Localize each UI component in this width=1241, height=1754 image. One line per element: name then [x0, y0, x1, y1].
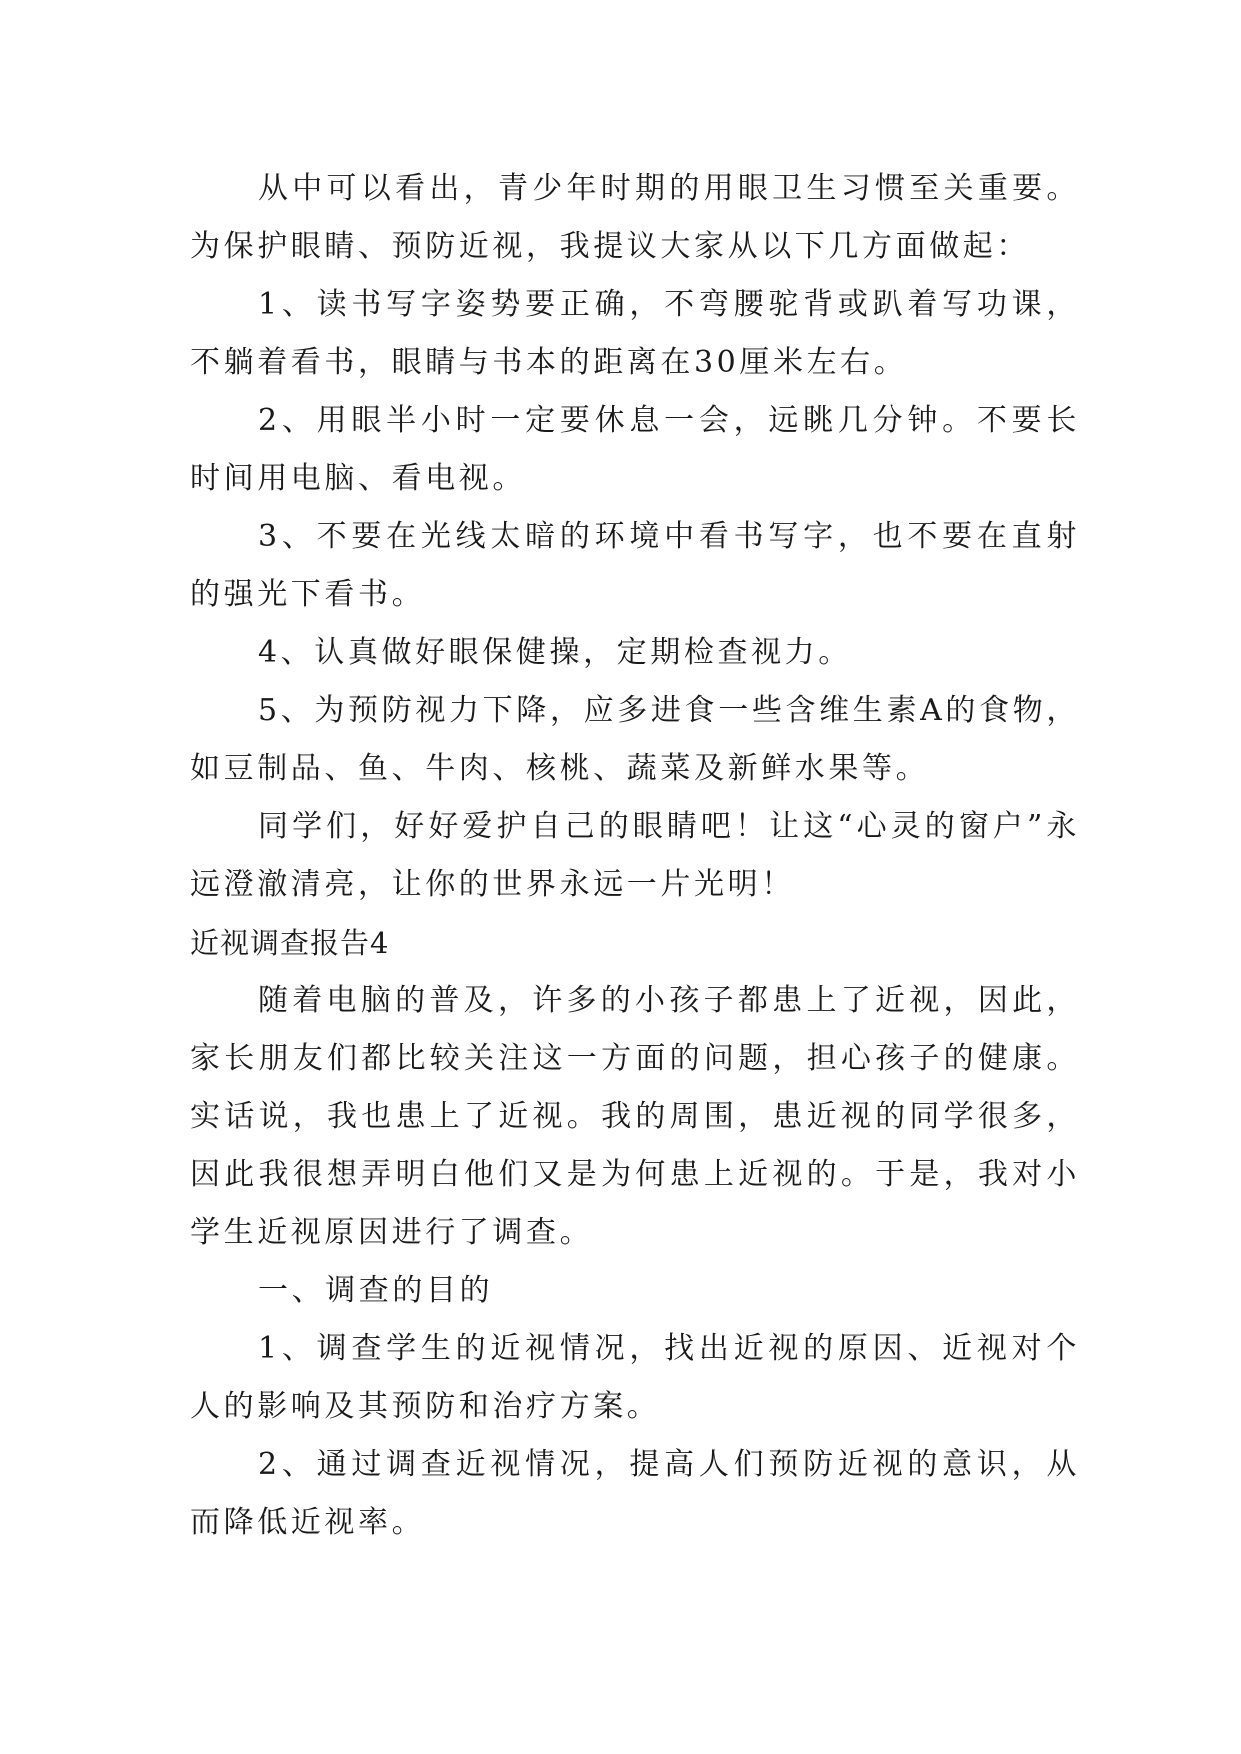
paragraph-tip-2: 2、用眼半小时一定要休息一会，远眺几分钟。不要长时间用电脑、看电视。	[190, 403, 1080, 496]
paragraph-intro: 从中可以看出，青少年时期的用眼卫生习惯至关重要。为保护眼睛、预防近视，我提议大家从以下几方面做起：	[190, 171, 1080, 264]
paragraph-tip-3: 3、不要在光线太暗的环境中看书写字，也不要在直射的强光下看书。	[190, 519, 1080, 612]
paragraph-closing: 同学们，好好爱护自己的眼睛吧！让这“心灵的窗户”永远澄澈清亮，让你的世界永远一片光明！	[190, 809, 1080, 902]
paragraph-purpose-2: 2、通过调查近视情况，提高人们预防近视的意识，从而降低近视率。	[190, 1447, 1080, 1540]
section-heading: 近视调查报告4	[190, 926, 390, 960]
paragraph-purpose-heading: 一、调查的目的	[258, 1273, 494, 1308]
paragraph-tip-5: 5、为预防视力下降，应多进食一些含维生素A的食物，如豆制品、鱼、牛肉、核桃、蔬菜及新鲜水果等。	[190, 693, 1080, 786]
paragraph-purpose-1: 1、调查学生的近视情况，找出近视的原因、近视对个人的影响及其预防和治疗方案。	[190, 1331, 1080, 1424]
document-page	[190, 160, 1080, 1552]
paragraph-tip-1: 1、读书写字姿势要正确，不弯腰驼背或趴着写功课，不躺着看书，眼睛与书本的距离在30厘米左右。	[190, 287, 1080, 380]
paragraph-report-intro: 随着电脑的普及，许多的小孩子都患上了近视，因此，家长朋友们都比较关注这一方面的问题，担心孩子的健康。实话说，我也患上了近视。我的周围，患近视的同学很多，因此我很想弄明白他们又是为何患上近视的。于是，我对小学生近视原因进行了调查。	[190, 983, 1080, 1250]
paragraph-tip-4: 4、认真做好眼保健操，定期检查视力。	[258, 635, 852, 670]
